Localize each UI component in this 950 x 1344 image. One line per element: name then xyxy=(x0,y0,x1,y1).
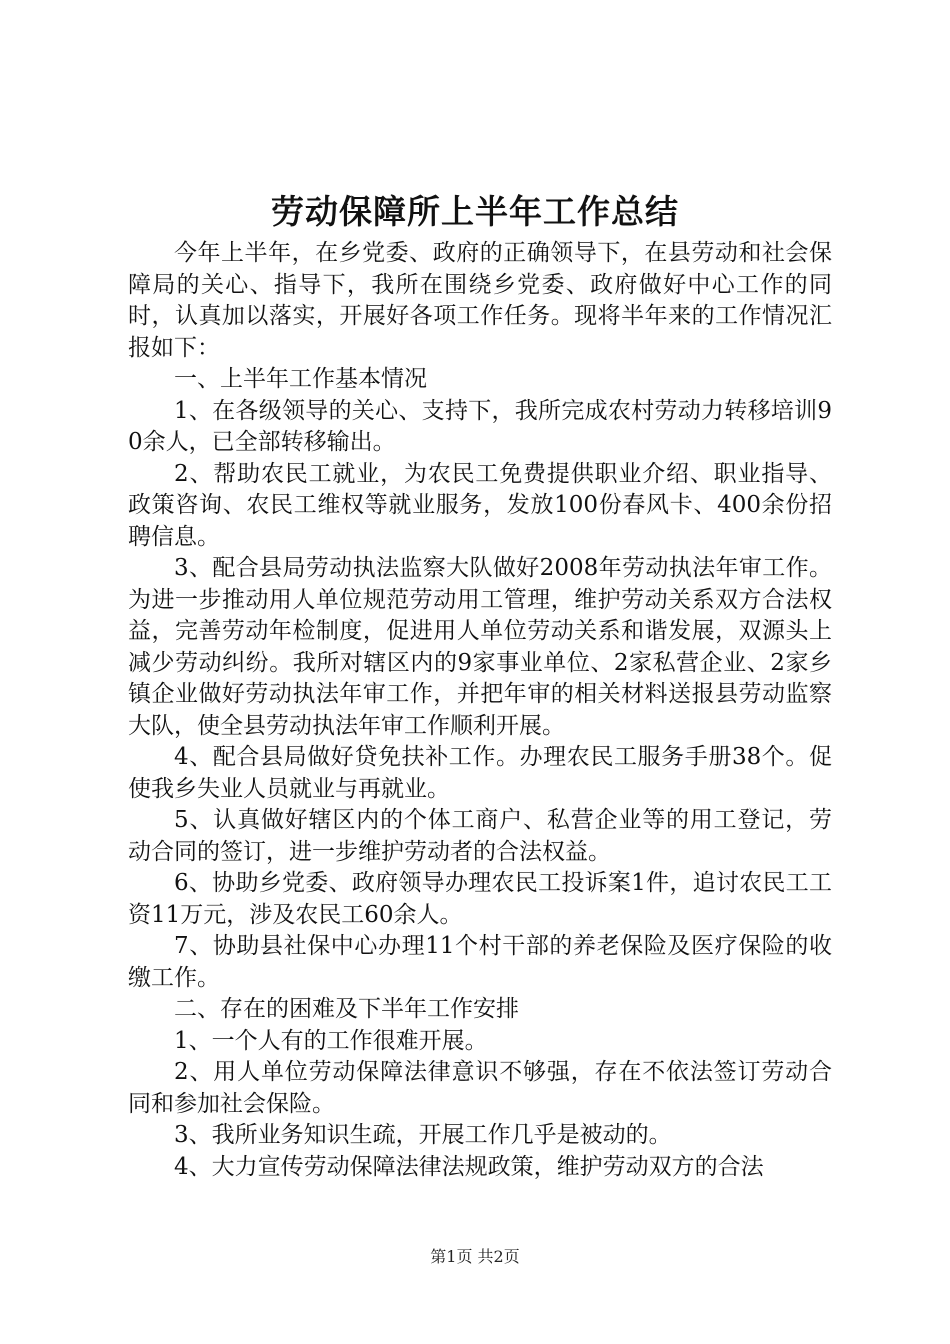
section-heading-1: 一、上半年工作基本情况 xyxy=(174,366,427,392)
list-item: 4、大力宣传劳动保障法律法规政策，维护劳动双方的合法 xyxy=(174,1153,764,1180)
list-item: 5、认真做好辖区内的个体工商户、私营企业等的用工登记，劳动合同的签订，进一步维护劳动者的合法权益。 xyxy=(128,807,832,865)
document-title: 劳动保障所上半年工作总结 xyxy=(271,192,679,231)
intro-paragraph: 今年上半年，在乡党委、政府的正确领导下，在县劳动和社会保障局的关心、指导下，我所在围绕乡党委、政府做好中心工作的同时，认真加以落实，开展好各项工作任务。现将半年来的工作情况汇报如下： xyxy=(128,240,832,361)
list-item: 4、配合县局做好贷免扶补工作。办理农民工服务手册38个。促使我乡失业人员就业与再就业。 xyxy=(128,744,832,802)
section-heading-2: 二、存在的困难及下半年工作安排 xyxy=(174,996,519,1022)
document-body xyxy=(128,238,832,1183)
list-item: 2、帮助农民工就业，为农民工免费提供职业介绍、职业指导、政策咨询、农民工维权等就业服务，发放100份春风卡、400余份招聘信息。 xyxy=(128,460,832,550)
list-item: 1、一个人有的工作很难开展。 xyxy=(174,1027,488,1054)
list-item: 3、我所业务知识生疏，开展工作几乎是被动的。 xyxy=(174,1122,672,1148)
list-item: 6、协助乡党委、政府领导办理农民工投诉案1件，追讨农民工工资11万元，涉及农民工60余人。 xyxy=(128,870,832,928)
list-item: 3、配合县局劳动执法监察大队做好2008年劳动执法年审工作。为进一步推动用人单位规范劳动用工管理，维护劳动关系双方合法权益，完善劳动年检制度，促进用人单位劳动关系和谐发展，双源头上减少劳动纠纷。我所对辖区内的9家事业单位、2家私营企业、2家乡镇企业做好劳动执法年审工作，并把年审的相关材料送报县劳动监察大队，使全县劳动执法年审工作顺利开展。 xyxy=(128,555,832,739)
page-footer: 第1页 共2页 xyxy=(430,1247,520,1266)
list-item: 7、协助县社保中心办理11个村干部的养老保险及医疗保险的收缴工作。 xyxy=(128,933,832,991)
list-item: 2、用人单位劳动保障法律意识不够强，存在不依法签订劳动合同和参加社会保险。 xyxy=(128,1059,832,1117)
list-item: 1、在各级领导的关心、支持下，我所完成农村劳动力转移培训90余人，已全部转移输出。 xyxy=(128,397,832,455)
